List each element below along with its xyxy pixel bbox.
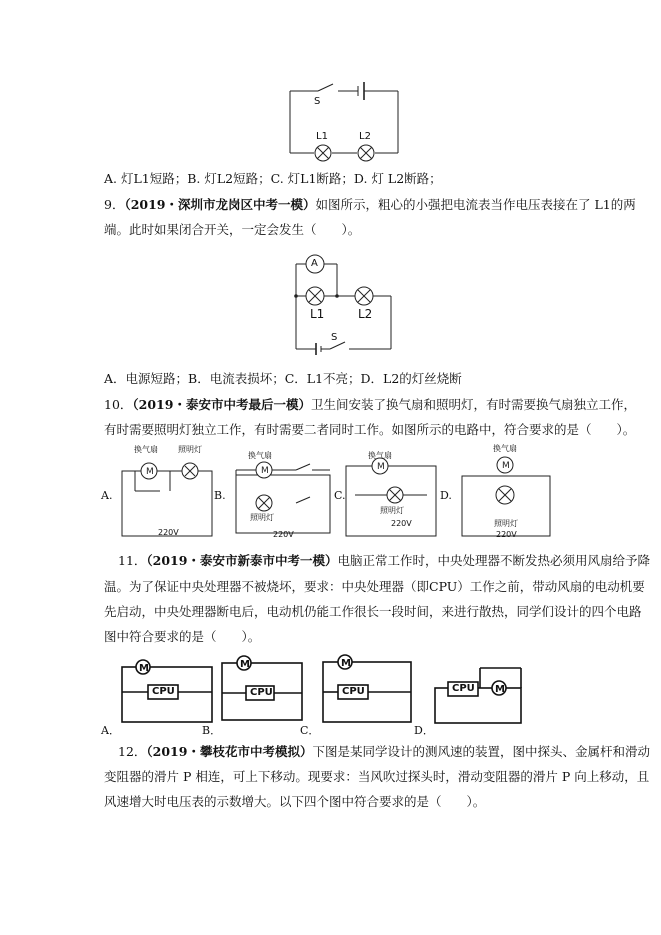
q11-option-b: B． <box>202 724 222 737</box>
q9-ammeter-label: A <box>311 258 318 269</box>
q10-source: （2019・泰安市中考最后一模） <box>132 397 311 412</box>
q10-a-fan-label: 换气扇 <box>134 445 158 454</box>
q10-c-voltage-label: 220V <box>391 519 412 528</box>
q9-lamp1-label: L1 <box>310 307 325 321</box>
q11-a-motor: M <box>139 663 149 674</box>
q10-option-b: B. <box>214 489 226 502</box>
q8-lamp2-label: L2 <box>359 131 371 142</box>
q11-number: 11． <box>118 553 147 568</box>
q9-number: 9． <box>104 197 125 212</box>
q11-option-c: C． <box>300 724 320 737</box>
q9-options: A．电源短路；B．电流表损坏；C．L1不亮；D．L2的灯丝烧断 <box>104 371 462 386</box>
q10-d-voltage-label: 220V <box>496 530 517 539</box>
q11-c-cpu: CPU <box>342 686 365 697</box>
q11-option-d: D． <box>414 724 434 737</box>
q10-d-light-label: 照明灯 <box>494 519 518 528</box>
q10-c-fan-label: 换气扇 <box>368 451 392 460</box>
q11-line3: 先启动，中央处理器断电后，电动机仍能工作很长一段时间，来进行散热，同学们设计的四个电路 <box>104 604 642 619</box>
q11-b-cpu: CPU <box>250 687 273 698</box>
q12-line2: 变阻器的滑片 P 相连，可上下移动。现要求：当风吹过探头时，滑动变阻器的滑片 P 向上移动，且 <box>104 769 650 784</box>
q10-b-fan-label: 换气扇 <box>248 451 272 460</box>
q10-option-c: C. <box>334 489 346 502</box>
q12-number: 12． <box>118 744 147 759</box>
q11-text-1: 电脑正常工作时，中央处理器不断发热必须用风扇给予降 <box>337 553 650 568</box>
q10-a-motor: M <box>146 467 154 477</box>
q12-line1 <box>118 741 650 763</box>
q11-c-motor: M <box>341 658 351 669</box>
q10-c-motor: M <box>377 462 385 472</box>
q8-switch-label: S <box>314 96 321 107</box>
q11-d-motor: M <box>495 684 505 695</box>
q11-line4: 图中符合要求的是（ ）。 <box>104 629 261 644</box>
q11-source: （2019・泰安市新泰市中考一模） <box>146 553 338 568</box>
q9-line2: 端。此时如果闭合开关，一定会发生（ ）。 <box>104 222 361 237</box>
q10-d-motor: M <box>502 461 510 471</box>
q9-source: （2019・深圳市龙岗区中考一模） <box>124 197 316 212</box>
q10-option-a: A. <box>101 489 113 502</box>
q10-a-voltage-label: 220V <box>158 528 179 537</box>
q8-options: A. 灯L1短路；B. 灯L2短路；C. 灯L1断路；D. 灯 L2断路； <box>104 171 442 186</box>
q9-switch-label: S <box>331 332 338 343</box>
q11-line2: 温。为了保证中央处理器不被烧坏，要求：中央处理器（即CPU）工作之前，带动风扇的电动机要 <box>104 579 645 594</box>
q9-text-1: 如图所示，粗心的小强把电流表当作电压表接在了 L1的两 <box>315 197 636 212</box>
q10-a-light-label: 照明灯 <box>178 445 202 454</box>
q8-lamp1-label: L1 <box>316 131 328 142</box>
q12-source: （2019・攀枝花市中考模拟） <box>146 744 313 759</box>
q10-text-1: 卫生间安装了换气扇和照明灯，有时需要换气扇独立工作， <box>310 397 636 412</box>
q12-text-1: 下图是某同学设计的测风速的装置，图中探头、金属杆和滑动 <box>312 744 650 759</box>
q11-d-cpu: CPU <box>452 683 475 694</box>
q10-d-fan-label: 换气扇 <box>493 444 517 453</box>
q10-b-voltage-label: 220V <box>273 530 294 539</box>
q10-c-light-label: 照明灯 <box>380 506 404 515</box>
q12-line3: 风速增大时电压表的示数增大。以下四个图中符合要求的是（ ）。 <box>104 794 486 809</box>
q10-option-d: D. <box>440 489 452 502</box>
q10-b-light-label: 照明灯 <box>250 513 274 522</box>
q10-b-motor: M <box>261 466 269 476</box>
q11-option-a: A． <box>101 724 120 737</box>
q11-b-motor: M <box>240 659 250 670</box>
q10-number: 10． <box>104 397 133 412</box>
q10-line2: 有时需要照明灯独立工作，有时需要二者同时工作。如图所示的电路中，符合要求的是（ ）。 <box>104 422 636 437</box>
q9-lamp2-label: L2 <box>358 307 373 321</box>
q11-a-cpu: CPU <box>152 686 175 697</box>
